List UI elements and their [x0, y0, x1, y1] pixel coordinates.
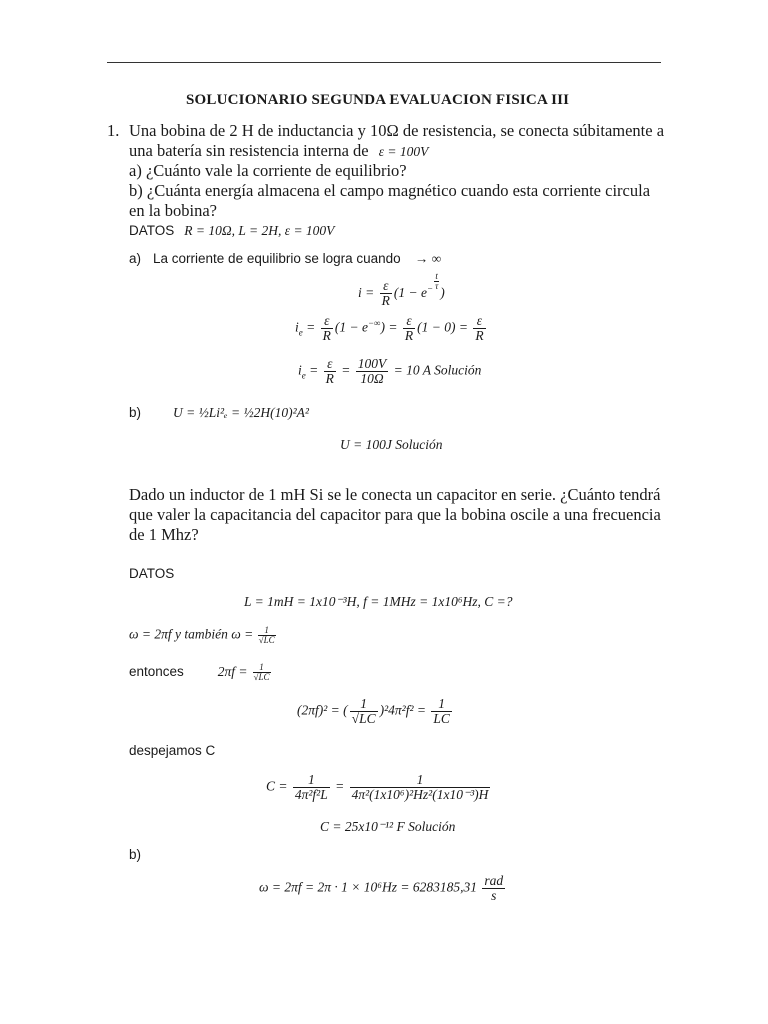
fraction: [356, 357, 389, 386]
denominator: √LC: [351, 711, 376, 726]
question-a: a) ¿Cuánto vale la corriente de equilibrio?: [129, 161, 407, 180]
numerator: ε: [380, 279, 392, 294]
problem2-line3: de 1 Mhz?: [129, 525, 199, 544]
eq-term: ) =: [380, 319, 398, 335]
eq-sub: e: [301, 370, 306, 381]
entonces-row: [129, 663, 272, 682]
denominator: √LC: [253, 672, 270, 682]
numerator: 1: [253, 663, 271, 673]
current-equation: i = $\frac{\varepsilon}{R}$ (1 − e− $\frac{t}{\tau}$ ): [358, 271, 445, 309]
datos-equation: R = 10Ω, L = 2H, ε = 100V: [184, 223, 335, 238]
numerator: ε: [321, 314, 333, 329]
denominator: √LC: [258, 635, 275, 645]
fraction: [350, 773, 491, 802]
exp-numerator: t: [435, 271, 438, 281]
omega-text: ω = 2πf y también ω =: [129, 626, 254, 642]
part-a-statement: [129, 250, 441, 268]
omega-relation: [129, 626, 277, 645]
fraction: [293, 773, 330, 802]
eq-lhs: i =: [358, 285, 375, 300]
unit-fraction: [482, 874, 505, 903]
energy-equation: U = ½Li²ₑ = ½2H(10)²A²: [173, 405, 309, 420]
numerator: ε: [473, 314, 485, 329]
omega-equation: ω = 2πf = 2π · 1 × 10⁶Hz = 6283185,31: [259, 879, 477, 895]
document-title: SOLUCIONARIO SEGUNDA EVALUACION FISICA III: [186, 92, 570, 108]
part-a-label: a): [129, 251, 142, 266]
denominator: 10Ω: [360, 371, 384, 386]
part-a-text: La corriente de equilibrio se logra cuando: [153, 251, 401, 266]
eq-lhs: C =: [266, 778, 288, 794]
current-result-equation: $i_e$ = $\frac{\varepsilon}{R}$ = $\frac{100V}{10\Omega}$ = 10 A Solución: [298, 356, 482, 386]
numerator: ε: [324, 357, 336, 372]
question-b-line1: b) ¿Cuánta energía almacena el campo magnético cuando esta corriente circula: [129, 181, 651, 200]
numerator: 1: [350, 773, 491, 788]
energy-result: U = 100J Solución: [340, 437, 443, 452]
eq-term: (2πf)² = (: [297, 702, 348, 718]
denominator: R: [404, 328, 414, 343]
limit-arrow: → ∞: [414, 251, 442, 266]
eq-lhs: i: [298, 362, 302, 378]
emf-value: ε = 100V: [378, 144, 429, 159]
eq-term: (1 − 0) =: [417, 319, 468, 335]
eq-term: )²4π²f² =: [379, 702, 426, 718]
problem-number: 1.: [107, 121, 120, 140]
denominator: R: [325, 371, 334, 386]
eq-term: (1 − e: [393, 285, 427, 300]
datos-1: [129, 222, 334, 240]
entonces-label: entonces: [129, 664, 184, 680]
small-fraction: [253, 663, 271, 682]
denominator: 4π²(1x10⁶)²Hz²(1x10⁻³)H: [351, 787, 489, 802]
problem1-line2: [129, 141, 428, 161]
problem2-line1: Dado un inductor de 1 mH Si se le conecta un capacitor en serie. ¿Cuánto tendrá: [129, 485, 661, 504]
denominator: R: [475, 328, 484, 343]
fraction: [431, 697, 452, 726]
numerator: 1: [431, 697, 452, 712]
capacitance-equation: C = $\frac{1}{\text{4π²f²L}}$ = $\frac{1}{\text{4π²(1x10⁶)²Hz²(1x10⁻³)H}}$: [266, 772, 489, 802]
datos-label: DATOS: [129, 223, 175, 238]
datos-2-equation: L = 1mH = 1x10⁻³H, f = 1MHz = 1x10⁶Hz, C =?: [244, 594, 513, 609]
despejamos-label: despejamos C: [129, 743, 216, 758]
problem1-line2-text: una batería sin resistencia interna de: [129, 141, 369, 160]
numerator: ε: [403, 314, 415, 329]
numerator: 1: [293, 773, 330, 788]
denominator: s: [491, 888, 497, 903]
fraction: [473, 314, 485, 343]
part-b-2-label: b): [129, 847, 142, 862]
numerator: 100V: [357, 356, 387, 371]
numerator: rad: [484, 873, 504, 888]
denominator: R: [322, 328, 331, 343]
numerator: 1: [350, 697, 378, 712]
equilibrium-equation: $i_e$ = $\frac{\varepsilon}{R}$ (1 − e−∞) = $\frac{\varepsilon}{R}$ (1 − 0) = $\frac{\varepsilon}{R}$: [295, 313, 484, 343]
fraction: [350, 697, 378, 726]
fraction: [403, 314, 415, 343]
eq-close: ): [440, 285, 445, 300]
problem1-line1: Una bobina de 2 H de inductancia y 10Ω de resistencia, se conecta súbitamente a: [129, 121, 665, 140]
eq-lhs: i: [295, 319, 299, 335]
part-b-label: b): [129, 405, 142, 420]
denominator: LC: [433, 711, 450, 726]
eq-result: = 10 A Solución: [393, 362, 482, 378]
part-b-1: [129, 404, 309, 422]
problem2-line2: que valer la capacitancia del capacitor para que la bobina oscile a una frecuencia: [129, 505, 661, 524]
datos-2-label: DATOS: [129, 566, 175, 581]
numerator: 1: [258, 626, 276, 636]
eq-term: (1 − e: [334, 319, 368, 335]
fraction: [324, 357, 336, 386]
eq-sub: e: [298, 327, 303, 338]
eq-sup: −∞: [368, 318, 381, 329]
header-rule: [107, 62, 661, 63]
denominator: 4π²f²L: [294, 787, 328, 802]
exponent-fraction: [434, 272, 439, 291]
question-b-line2: en la bobina?: [129, 201, 217, 220]
denominator: R: [381, 293, 390, 309]
capacitance-result: C = 25x10⁻¹² F Solución: [320, 819, 456, 834]
exp-denominator: τ: [435, 281, 439, 291]
entonces-equation: 2πf =: [217, 664, 248, 680]
small-fraction: [258, 626, 276, 645]
angular-frequency-equation: [259, 874, 507, 903]
fraction: [380, 279, 392, 308]
fraction: [321, 314, 333, 343]
squared-equation: [297, 697, 454, 726]
